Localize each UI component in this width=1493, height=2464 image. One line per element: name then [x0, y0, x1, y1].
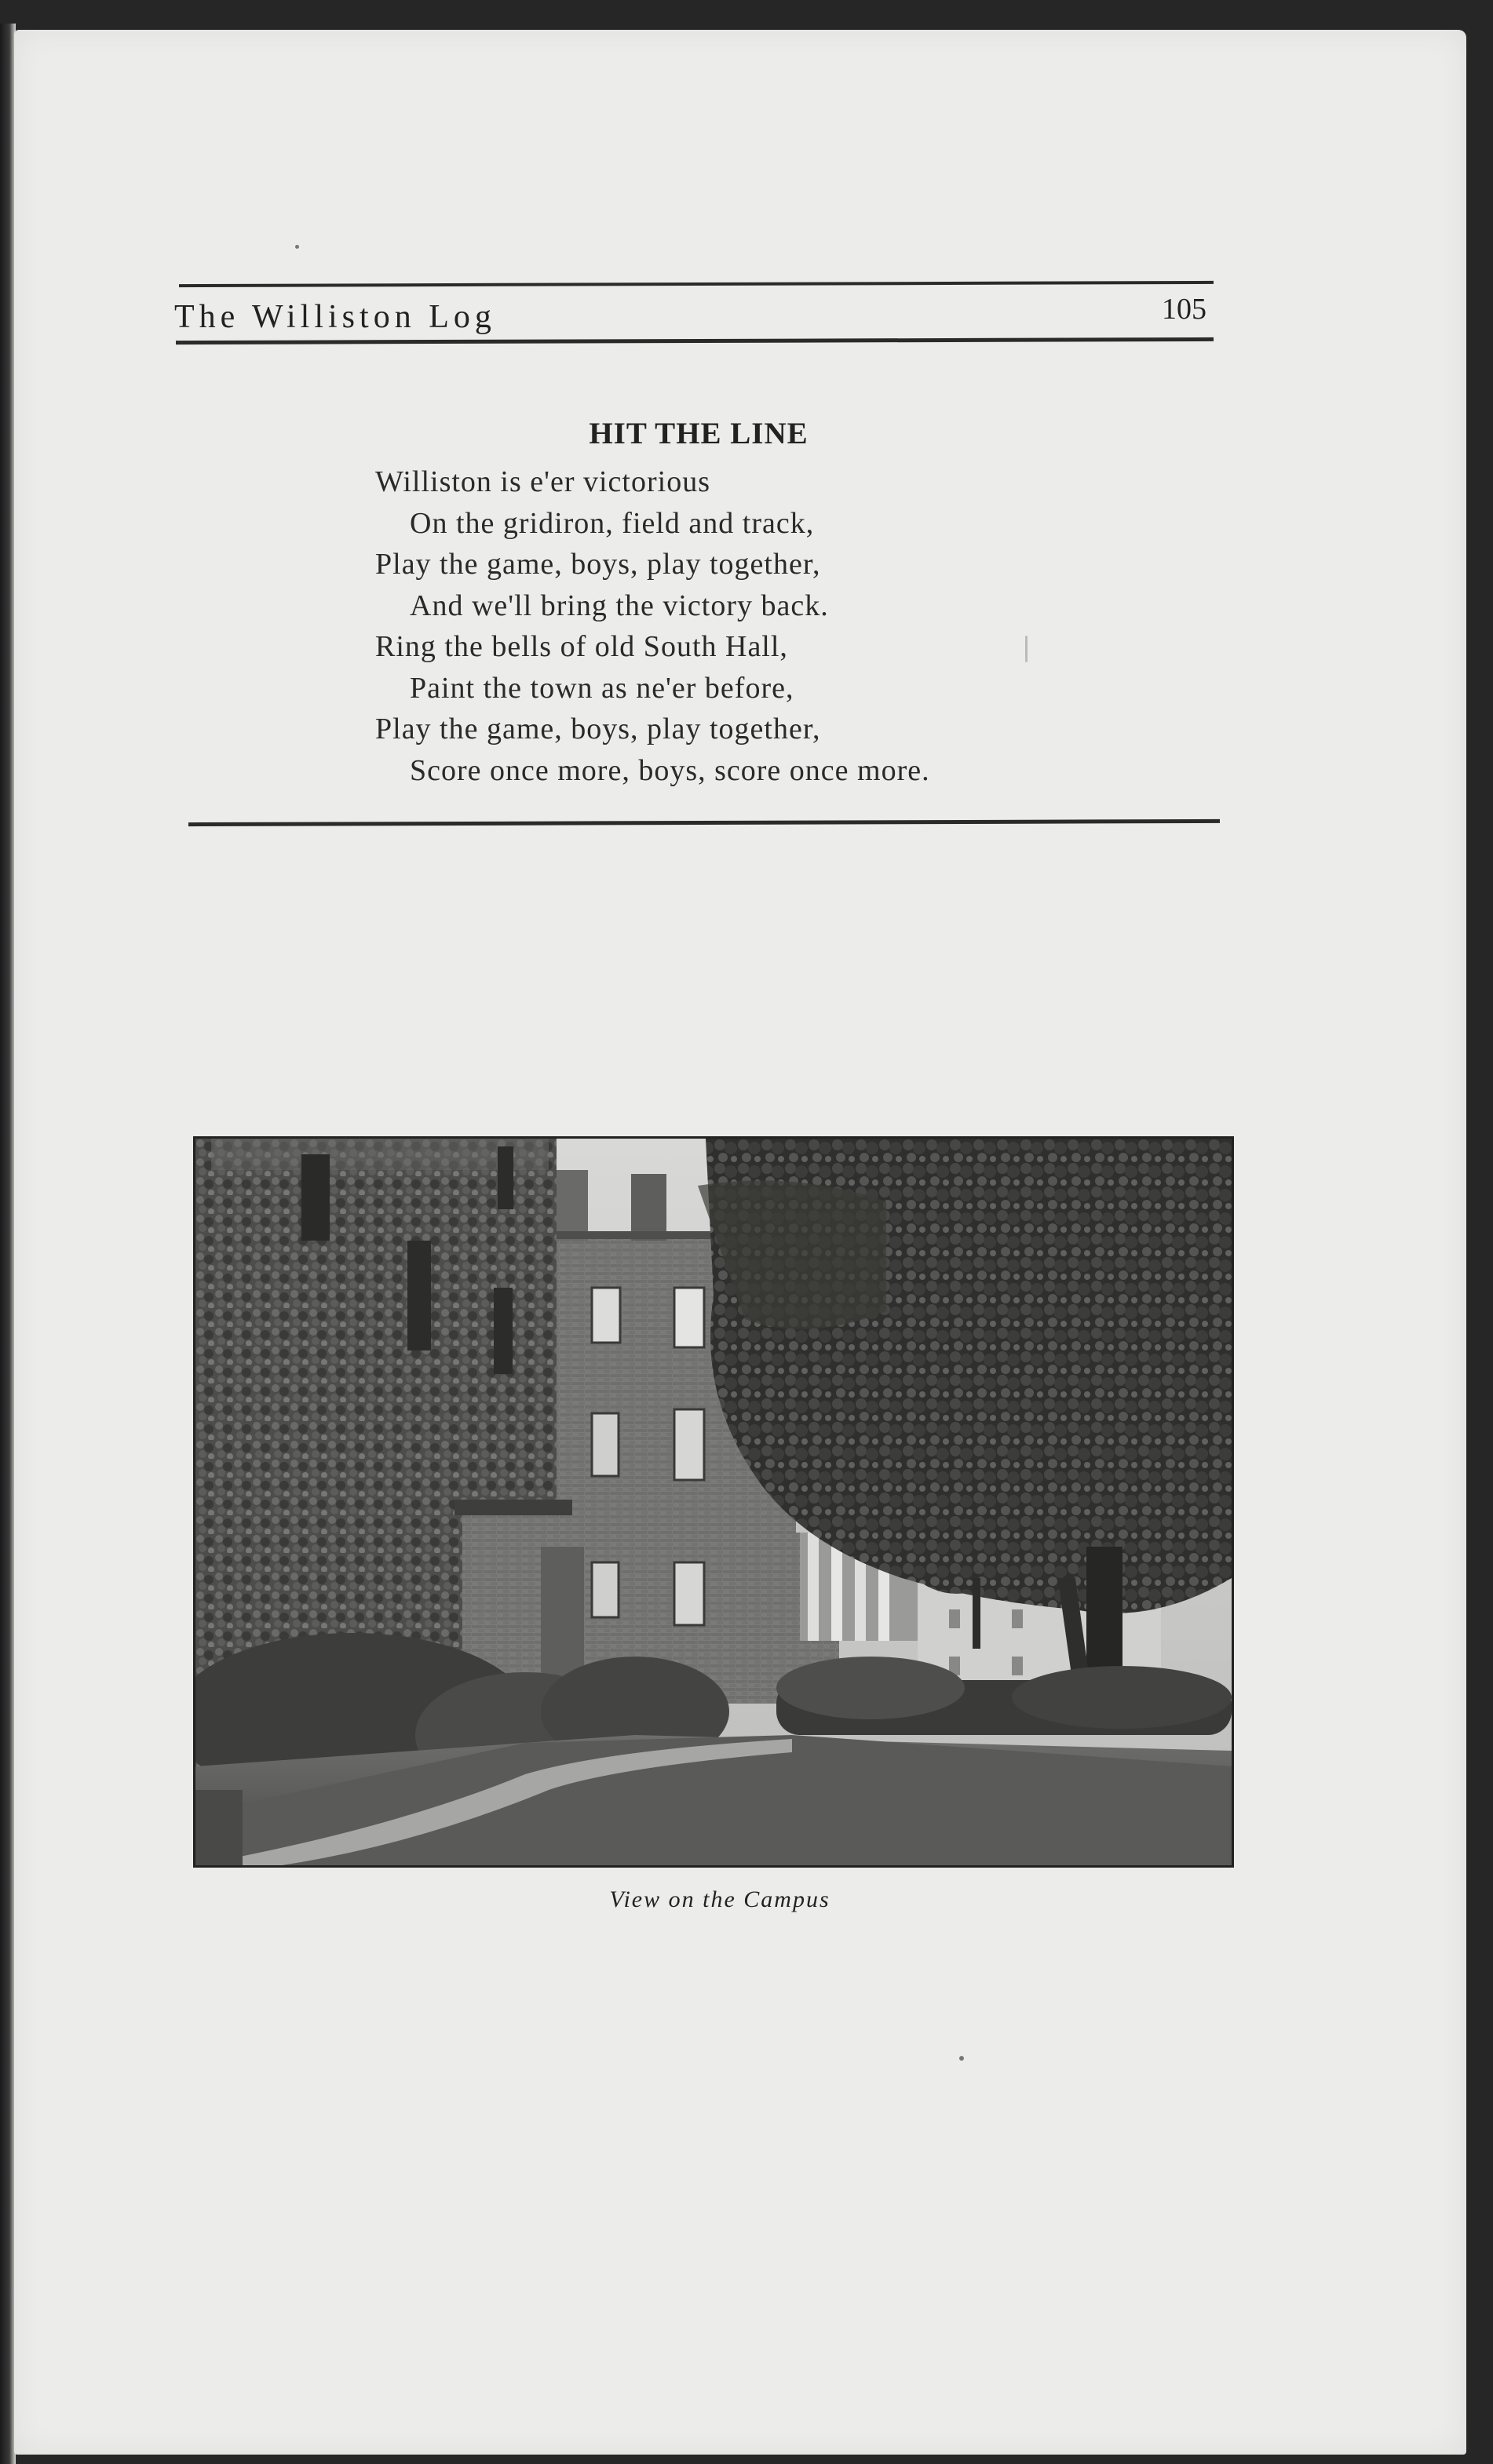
poem-line: Play the game, boys, play together, [375, 548, 821, 581]
print-speck [295, 245, 299, 249]
print-speck [1025, 636, 1028, 662]
page-number: 105 [1162, 293, 1206, 326]
poem-line: Paint the town as ne'er before, [410, 671, 794, 705]
poem-title: HIT THE LINE [589, 417, 809, 450]
poem-line: Score once more, boys, score once more. [410, 753, 930, 787]
page-left-edge [0, 24, 16, 2464]
poem-line: Play the game, boys, play together, [375, 713, 821, 745]
photo-caption: View on the Campus [609, 1886, 830, 1912]
poem-body [375, 461, 930, 791]
campus-photo-illustration [195, 1139, 1232, 1865]
poem-line: Williston is e'er victorious [375, 465, 710, 498]
print-speck [959, 2056, 964, 2061]
running-header-title: The Williston Log [174, 299, 496, 335]
poem-line: Ring the bells of old South Hall, [375, 630, 788, 663]
campus-photograph [193, 1136, 1234, 1868]
poem-line: On the gridiron, field and track, [410, 506, 815, 540]
poem-line: And we'll bring the victory back. [410, 589, 829, 622]
